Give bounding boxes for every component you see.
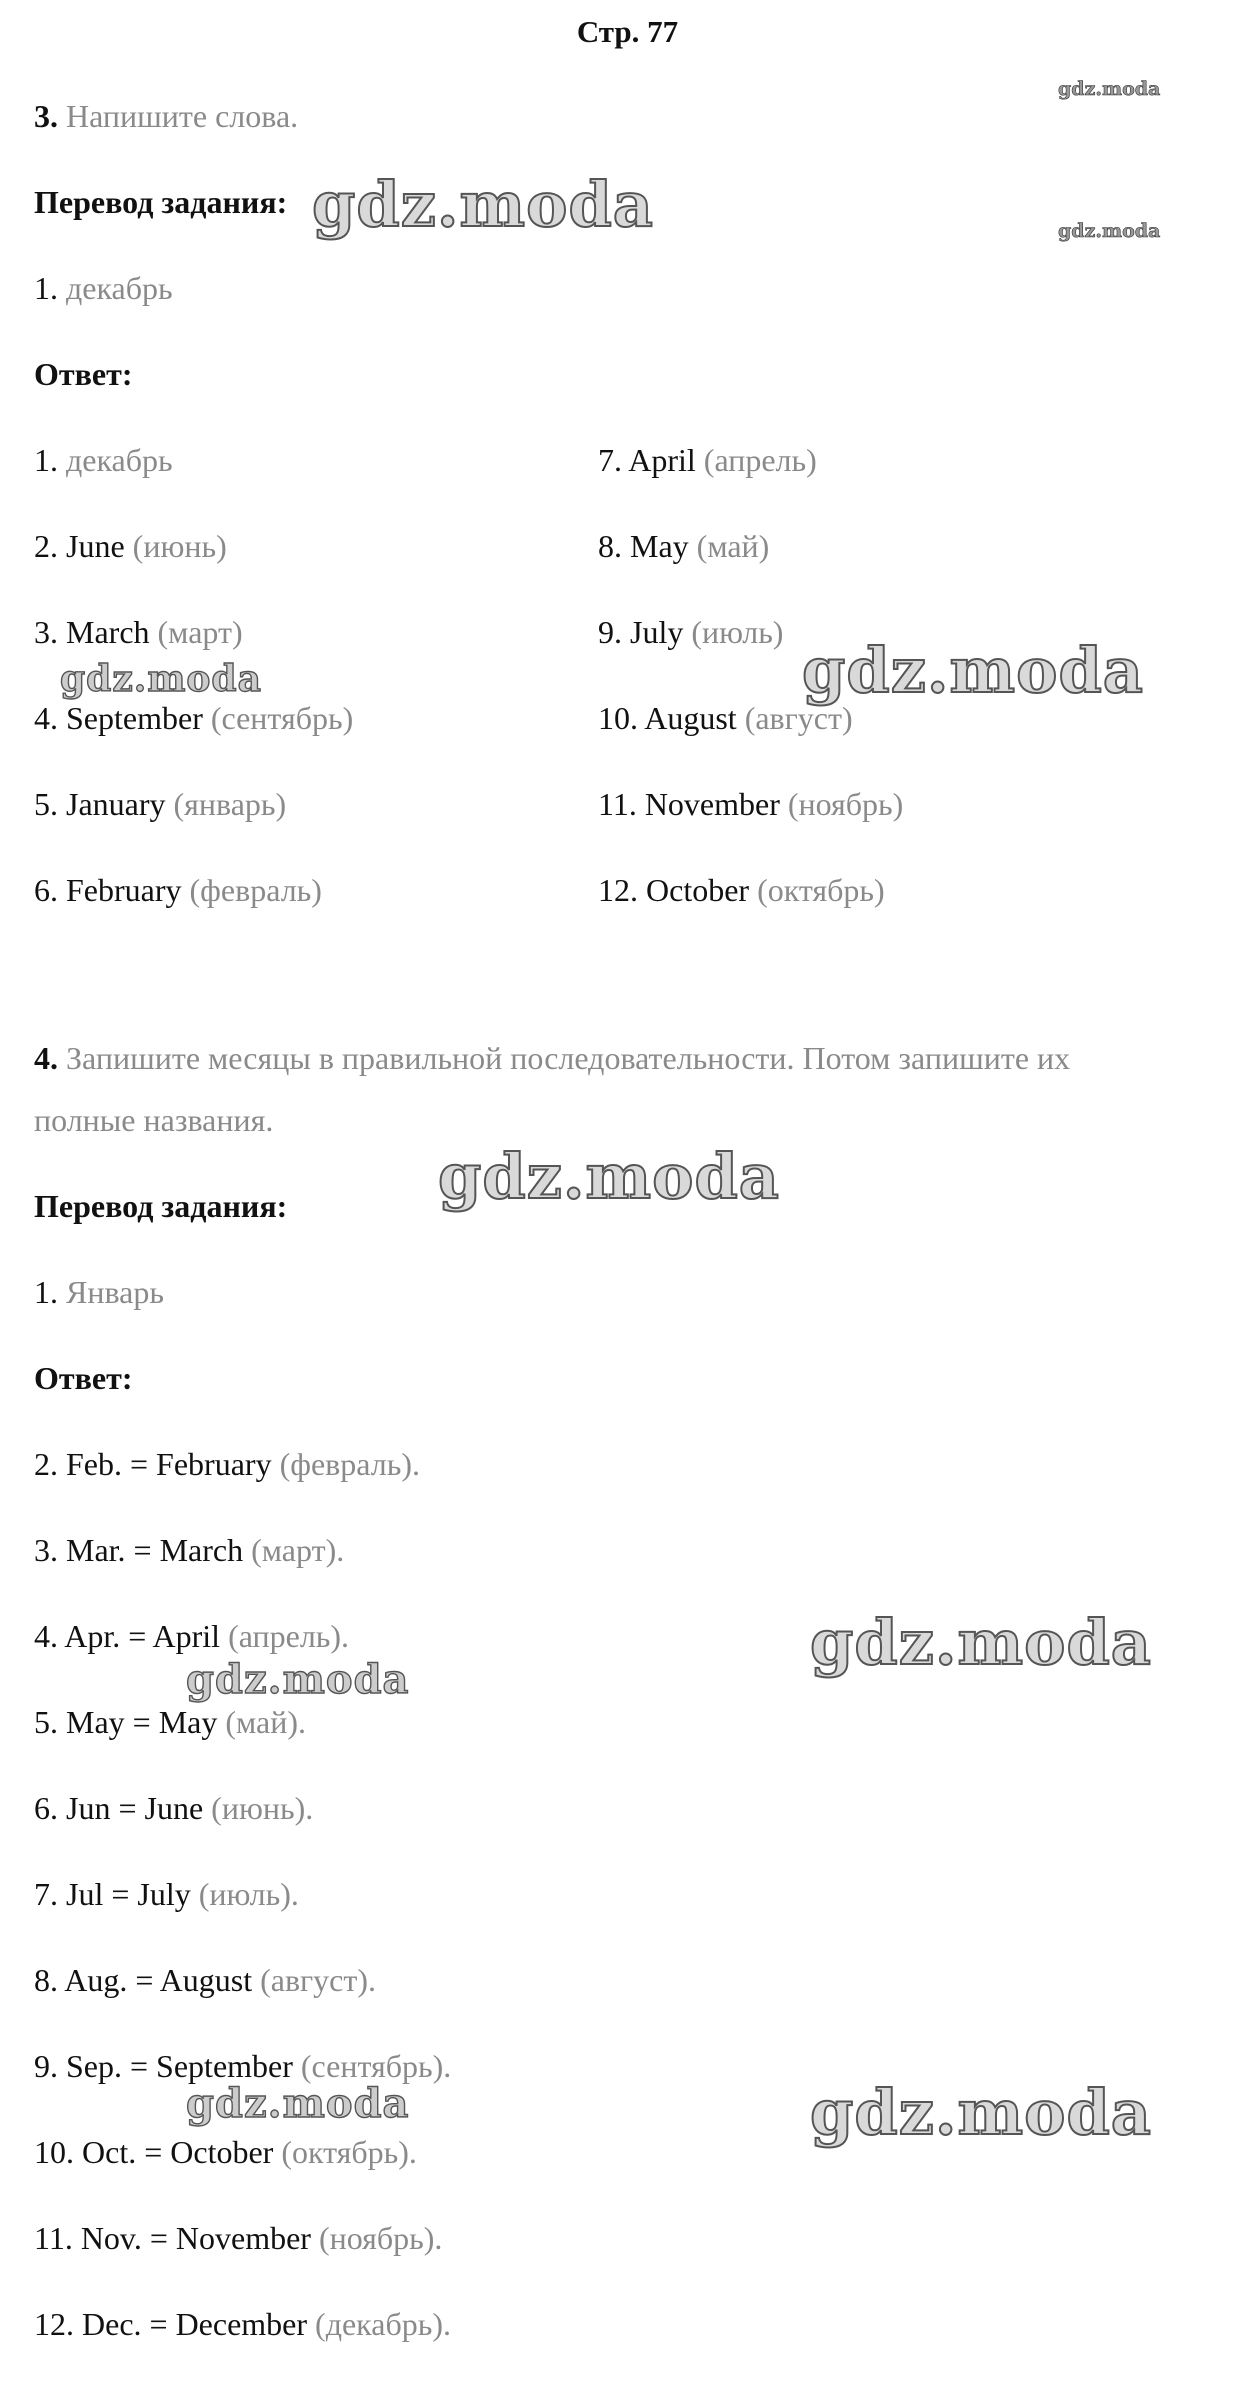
task3-answer-row [598,526,769,566]
answer-translation: (апрель) [703,442,817,478]
answer-abbr: Feb. [66,1446,122,1482]
task4-text-line1: Запишите месяцы в правильной последовательности. Потом запишите их [66,1040,1071,1076]
task4-answer-row [34,1530,344,1570]
answer-translation: (июнь) [132,528,227,564]
answer-number: 4. [34,700,58,736]
answer-word: October [170,2134,274,2170]
answer-equals: = [135,1962,154,1998]
answer-abbr: May [66,1704,125,1740]
answer-translation: (июнь). [211,1790,314,1826]
answer-number: 11. [598,786,637,822]
answer-word: April [628,442,696,478]
answer-word: November [175,2220,311,2256]
answer-number: 5. [34,1704,58,1740]
task4-heading [34,1038,1070,1078]
answer-abbr: Jul [66,1876,104,1912]
page-title: Стр. 77 [576,14,679,49]
answer-equals: = [128,1618,147,1654]
task3-translation-item [34,268,173,308]
watermark-logo: gdz.moda [1058,220,1161,242]
task3-answer-row [598,440,817,480]
answer-translation: (февраль) [189,872,322,908]
answer-abbr: Mar. [66,1532,126,1568]
answer-number: 9. [34,2048,58,2084]
task3-answer-row [34,526,227,566]
task4-answer-row [34,2304,451,2344]
task3-answer-label: Ответ: [34,356,133,392]
answer-translation: (август) [744,700,853,736]
answer-word: July [137,1876,191,1912]
answer-translation: (март). [251,1532,345,1568]
answer-translation: (июль) [691,614,784,650]
answer-number: 10. [34,2134,74,2170]
answer-translation: (ноябрь) [787,786,904,822]
answer-equals: = [144,2134,163,2170]
task4-answer-row [34,2132,417,2172]
task3-heading [34,96,298,136]
task4-answer-label: Ответ: [34,1360,133,1396]
answer-translation: (сентябрь). [300,2048,452,2084]
answer-number: 9. [598,614,622,650]
task3-answer-row [598,784,903,824]
answer-equals: = [133,1532,152,1568]
answer-equals: = [130,1446,149,1482]
answer-abbr: Nov. [80,2220,142,2256]
answer-translation: (май). [225,1704,307,1740]
watermark-logo: gdz.moda [312,168,654,241]
answer-word: May [630,528,689,564]
answer-word: July [630,614,684,650]
answer-number: 8. [598,528,622,564]
answer-number: 1. [34,442,58,478]
answer-number: 2. [34,1446,58,1482]
answer-number: 2. [34,528,58,564]
task3-answer-row [598,612,783,652]
task4-answer-row [34,1874,299,1914]
answer-abbr: Sep. [66,2048,122,2084]
answer-equals: = [111,1876,130,1912]
task3-answer-row [34,870,322,910]
answer-equals: = [149,2220,168,2256]
task4-text-line2: полные названия. [34,1102,274,1138]
task3-answer-row [34,698,353,738]
task4-answer-row [34,2218,442,2258]
answer-word: November [644,786,780,822]
task4-number: 4. [34,1040,58,1076]
answer-abbr: Dec. [82,2306,142,2342]
task4-answer-row [34,1702,306,1742]
answer-word: June [66,528,125,564]
answer-word: January [66,786,166,822]
task4-translation-item [34,1272,164,1312]
answer-translation: (июль). [198,1876,299,1912]
answer-equals: = [149,2306,168,2342]
answer-equals: = [130,2048,149,2084]
answer-word: September [66,700,203,736]
answer-equals: = [118,1790,137,1826]
answer-word: April [152,1618,221,1654]
answer-translation: (октябрь). [281,2134,417,2170]
answer-word: August [159,1962,253,1998]
answer-abbr: Apr. [64,1618,121,1654]
answer-number: 11. [34,2220,73,2256]
answer-translation: (март) [157,614,243,650]
watermark-logo: gdz.moda [60,658,262,700]
item-number: 1. [34,270,58,306]
task4-answer-row [34,1616,349,1656]
watermark-logo: gdz.moda [1058,78,1161,100]
answer-number: 4. [34,1618,58,1654]
answer-equals: = [132,1704,151,1740]
answer-word: August [644,700,737,736]
answer-translation: (октябрь) [757,872,885,908]
answer-translation: (февраль). [279,1446,420,1482]
watermark-logo: gdz.moda [810,1606,1152,1679]
answer-number: 10. [598,700,638,736]
item-number: 1. [34,1274,58,1310]
answer-number: 3. [34,614,58,650]
answer-translation: (январь) [173,786,287,822]
task3-answer-row [34,612,243,652]
answer-number: 8. [34,1962,58,1998]
answer-word: March [66,614,150,650]
answer-number: 7. [34,1876,58,1912]
answer-translation: декабрь [66,442,173,478]
answer-abbr: Oct. [82,2134,137,2170]
task4-answer-row [34,1444,420,1484]
task3-translation-label: Перевод задания: [34,184,288,220]
answer-translation: (декабрь). [315,2306,451,2342]
item-translation: Январь [66,1274,164,1310]
watermark-logo: gdz.moda [810,2076,1152,2149]
answer-translation: (май) [696,528,770,564]
answer-number: 12. [598,872,638,908]
answer-word: February [156,1446,272,1482]
watermark-logo: gdz.moda [186,1656,410,1703]
answer-number: 7. [598,442,622,478]
answer-translation: (август). [260,1962,377,1998]
answer-translation: (апрель). [228,1618,350,1654]
answer-word: December [175,2306,308,2342]
answer-number: 3. [34,1532,58,1568]
answer-translation: (сентябрь) [210,700,354,736]
answer-number: 6. [34,872,58,908]
answer-word: October [646,872,750,908]
task3-answer-row [598,870,885,910]
answer-word: February [66,872,182,908]
answer-word: June [144,1790,204,1826]
answer-number: 5. [34,786,58,822]
answer-word: May [158,1704,218,1740]
watermark-logo: gdz.moda [186,2080,410,2127]
task3-number: 3. [34,98,58,134]
task3-answer-row [34,784,286,824]
answer-abbr: Aug. [64,1962,128,1998]
answer-word: September [156,2048,293,2084]
task4-answer-row [34,1788,313,1828]
answer-abbr: Jun [66,1790,111,1826]
item-translation: декабрь [66,270,173,306]
task3-text: Напишите слова. [66,98,299,134]
task4-answer-row [34,1960,376,2000]
watermark-logo: gdz.moda [802,634,1144,707]
watermark-logo: gdz.moda [438,1140,780,1213]
answer-word: March [159,1532,244,1568]
answer-number: 6. [34,1790,58,1826]
task4-translation-label: Перевод задания: [34,1188,288,1224]
task3-answer-row [34,440,173,480]
answer-number: 12. [34,2306,74,2342]
answer-translation: (ноябрь). [318,2220,443,2256]
